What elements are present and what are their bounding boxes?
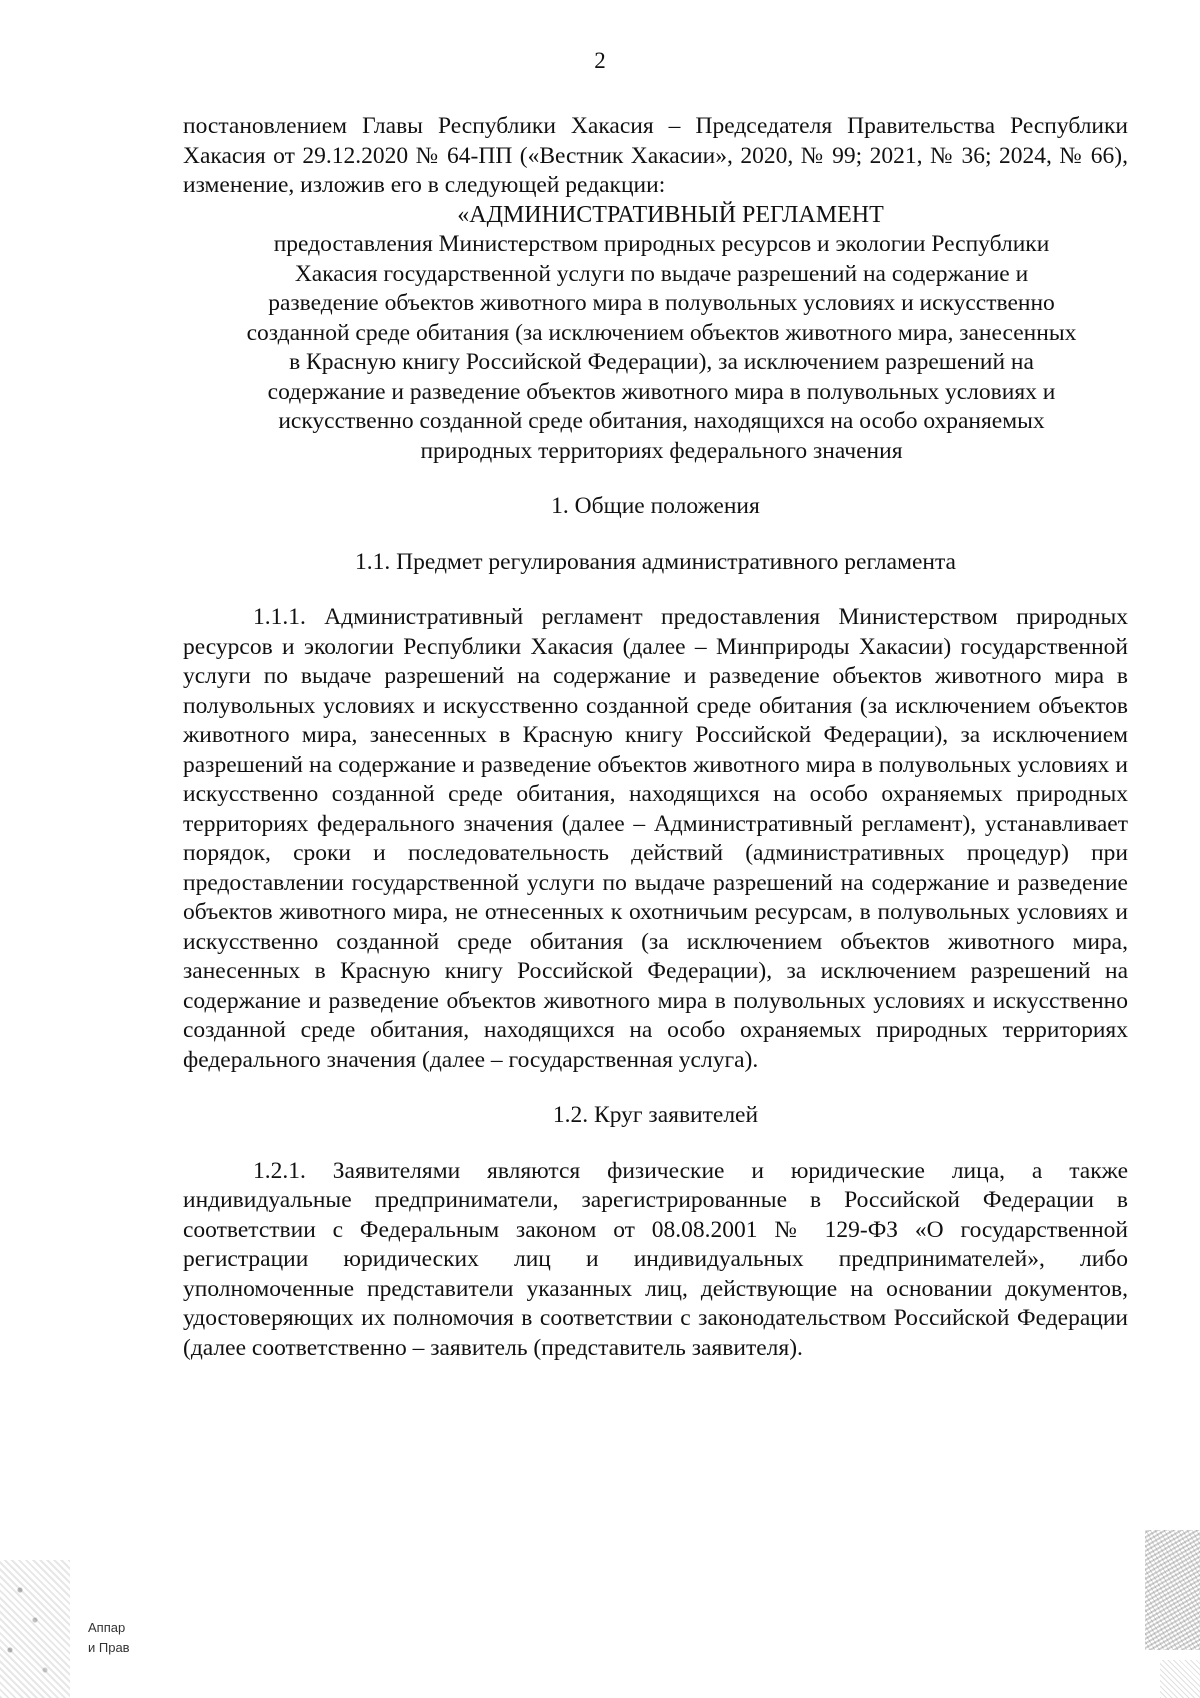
subsection-1-2-heading: 1.2. Круг заявителей xyxy=(552,1102,759,1128)
subsection-1-1-heading: 1.1. Предмет регулирования административного регламента xyxy=(355,548,956,575)
intro-paragraph: постановлением Главы Республики Хакасия – Председателя Правительства Республики Хакасия от 29.12.2020 № 64-ПП («Вестник Хакасии», 2020, № 99; 2021, № 36; 2024, № 66), изменение, изложив его в следующей редакции: xyxy=(183,113,1128,198)
regulation-subtitle-line: созданной среде обитания (за исключением объектов животного мира, занесенных xyxy=(246,319,1077,346)
paragraph-1-2-1: 1.2.1. Заявителями являются физические и юридические лица, а также индивидуальные предприниматели, зарегистрированные в Российской Федерации в соответствии с Федеральным законом от 08.08.2001 № 129-ФЗ «О государственной регистрации юридических лиц и индивидуальных предпринимателей», либо уполномоченные представители указанных лиц, действующие на основании документов, удостоверяющих их полномочия в соответствии с законодательством Российской Федерации (далее соответственно – заявитель (представитель заявителя). xyxy=(183,1157,1128,1361)
regulation-subtitle xyxy=(183,230,1128,466)
stamp-text xyxy=(88,1618,130,1658)
stamp-text-line: Аппар xyxy=(88,1620,126,1635)
regulation-subtitle-line: искусственно созданной среде обитания, находящихся на особо охраняемых xyxy=(278,408,1045,434)
regulation-subtitle-line: Хакасия государственной услуги по выдаче разрешений на содержание и xyxy=(294,260,1029,287)
regulation-subtitle-line: разведение объектов животного мира в полувольных условиях и искусственно xyxy=(268,290,1055,316)
regulation-subtitle-line: природных территориях федерального значения xyxy=(420,437,903,464)
document-body xyxy=(183,112,1128,1363)
section-1-heading: 1. Общие положения xyxy=(551,493,760,519)
scan-artifact-bottom-right xyxy=(1160,1660,1200,1698)
scan-stamp-artifact-right xyxy=(1145,1530,1200,1650)
stamp-text-line: и Прав xyxy=(88,1640,130,1655)
regulation-title: «АДМИНИСТРАТИВНЫЙ РЕГЛАМЕНТ xyxy=(457,201,884,228)
regulation-subtitle-line: в Красную книгу Российской Федерации), за исключением разрешений на xyxy=(289,349,1034,375)
scan-stamp-artifact-left xyxy=(0,1560,70,1698)
page-number: 2 xyxy=(594,48,606,73)
paragraph-1-1-1: 1.1.1. Административный регламент предоставления Министерством природных ресурсов и экологии Республики Хакасия (далее – Минприроды Хакасии) государственной услуги по выдаче разрешений на содержание и разведение объектов животного мира в полувольных условиях и искусственно созданной среде обитания (за исключением объектов животного мира, занесенных в Красную книгу Российской Федерации), за исключением разрешений на содержание и разведение объектов животного мира в полувольных условиях и искусственно созданной среде обитания, находящихся на особо охраняемых природных территориях федерального значения (далее – Административный регламент), устанавливает порядок, сроки и последовательность действий (административных процедур) при предоставлении государственной услуги по выдаче разрешений на содержание и разведение объектов животного мира, не отнесенных к охотничьим ресурсам, в полувольных условиях и искусственно созданной среде обитания (за исключением объектов животного мира, занесенных в Красную книгу Российской Федерации), за исключением разрешений на содержание и разведение объектов животного мира в полувольных условиях и искусственно созданной среде обитания, находящихся на особо охраняемых природных территориях федерального значения (далее – государственная услуга). xyxy=(183,604,1128,1073)
regulation-subtitle-line: предоставления Министерством природных ресурсов и экологии Республики xyxy=(273,231,1050,257)
regulation-subtitle-line: содержание и разведение объектов животного мира в полувольных условиях и xyxy=(267,378,1056,405)
